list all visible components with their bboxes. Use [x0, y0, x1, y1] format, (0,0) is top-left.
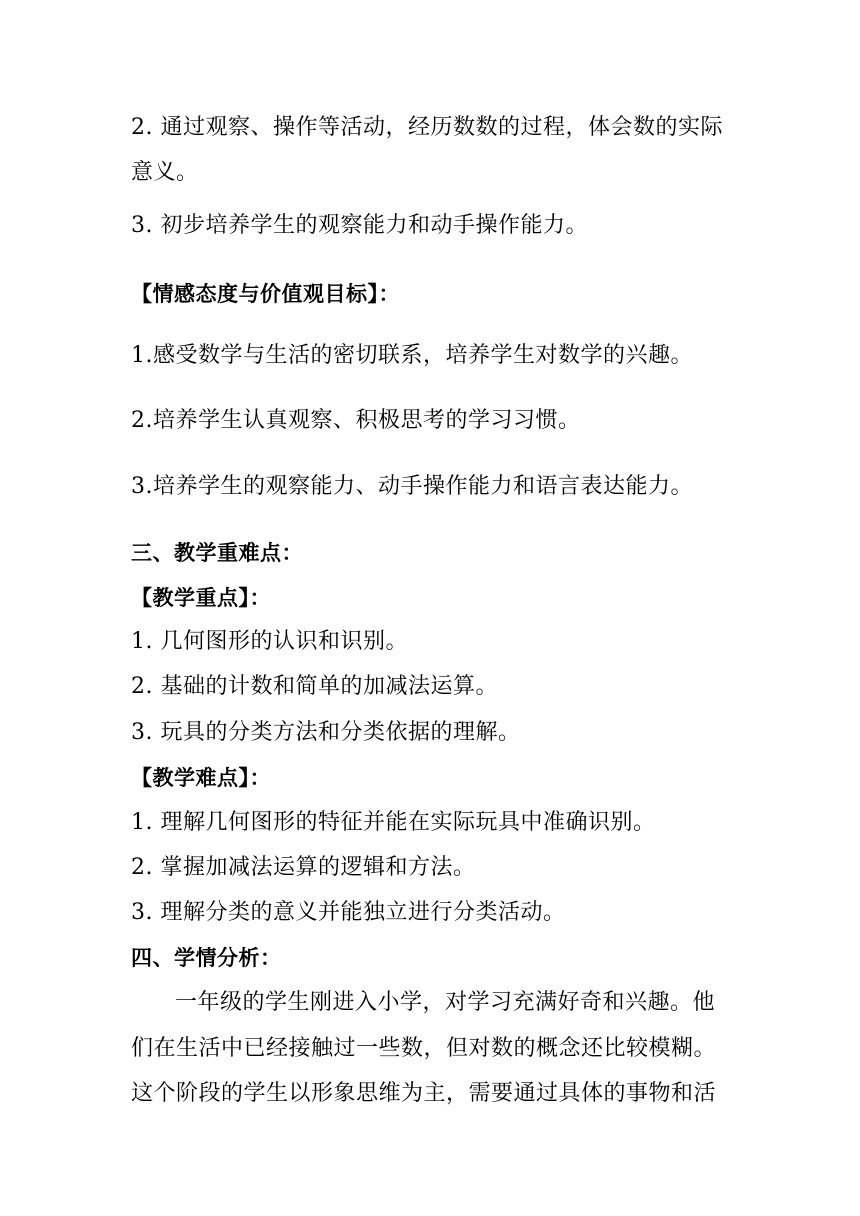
difficulty-item-3: 3. 理解分类的意义并能独立进行分类活动。 — [131, 900, 566, 925]
objective-line-2b: 意义。 — [131, 160, 199, 185]
emotion-goal-3: 3.培养学生的观察能力、动手操作能力和语言表达能力。 — [131, 474, 693, 499]
focus-item-3: 3. 玩具的分类方法和分类依据的理解。 — [131, 720, 521, 745]
objective-line-3: 3. 初步培养学生的观察能力和动手操作能力。 — [131, 213, 588, 238]
subheading-teaching-focus: 【教学重点】： — [131, 586, 271, 610]
section-heading-key-points: 三、教学重难点： — [131, 541, 303, 565]
focus-item-2: 2. 基础的计数和简单的加减法运算。 — [131, 674, 498, 699]
difficulty-item-2: 2. 掌握加减法运算的逻辑和方法。 — [131, 855, 476, 880]
objective-line-2a: 2. 通过观察、操作等活动，经历数数的过程，体会数的实际 — [131, 115, 723, 140]
focus-item-1: 1. 几何图形的认识和识别。 — [131, 629, 408, 654]
paragraph-line-2: 们在生活中已经接触过一些数，但对数的概念还比较模糊。 — [131, 1036, 717, 1061]
emotion-goal-1: 1.感受数学与生活的密切联系，培养学生对数学的兴趣。 — [131, 343, 693, 368]
difficulty-item-1: 1. 理解几何图形的特征并能在实际玩具中准确识别。 — [131, 810, 656, 835]
paragraph-line-1: 一年级的学生刚进入小学，对学习充满好奇和兴趣。他 — [175, 990, 716, 1015]
paragraph-line-3: 这个阶段的学生以形象思维为主，需要通过具体的事物和活 — [131, 1081, 717, 1106]
section-heading-student-analysis: 四、学情分析： — [131, 946, 282, 970]
emotion-goal-2: 2.培养学生认真观察、积极思考的学习习惯。 — [131, 408, 581, 433]
subheading-teaching-difficulty: 【教学难点】： — [131, 766, 271, 790]
section-heading-emotion-goals: 【情感态度与价值观目标】： — [131, 282, 400, 306]
